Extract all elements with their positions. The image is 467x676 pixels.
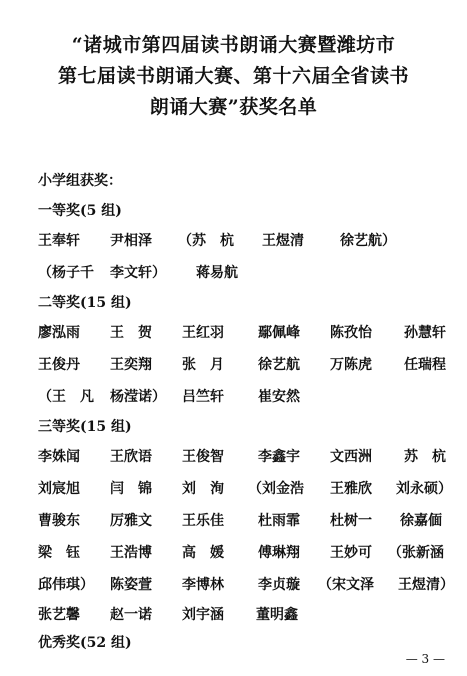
winner-name: 王奕翔 xyxy=(110,357,152,373)
winner-name: 刘 洵 xyxy=(182,481,224,497)
third-prize-row xyxy=(38,510,458,530)
winner-name: 王红羽 xyxy=(182,325,224,341)
winner-name: 苏 杭 xyxy=(404,449,446,465)
winner-name: 王雅欣 xyxy=(330,481,372,497)
winner-name: 厉雅文 xyxy=(110,513,152,529)
winner-name: 陈姿萱 xyxy=(110,577,152,593)
winner-name: 董明鑫 xyxy=(256,607,298,623)
first-prize-row xyxy=(38,262,458,282)
winner-name: 王奉轩 xyxy=(38,233,80,249)
winner-name: 张艺馨 xyxy=(38,607,80,623)
winner-name: 徐嘉偭 xyxy=(400,513,442,529)
winner-name: 吕竺轩 xyxy=(182,389,224,405)
page-number: — 3 — xyxy=(405,652,445,666)
third-prize-label: 三等奖(15 组) xyxy=(38,419,132,435)
second-prize-row xyxy=(38,322,458,342)
primary-group-heading: 小学组获奖： xyxy=(38,173,122,189)
winner-name: 王煜清 xyxy=(262,233,304,249)
title-line-3: 朗诵大赛”获奖名单 xyxy=(149,96,318,118)
winner-name: 杜树一 xyxy=(330,513,372,529)
third-prize-row xyxy=(38,542,458,562)
winner-name: 闫 锦 xyxy=(110,481,152,497)
winner-name: 徐艺航 xyxy=(258,357,300,373)
title-line-2: 第七届读书朗诵大赛、第十六届全省读书 xyxy=(57,65,409,87)
winner-name: 任瑞程 xyxy=(404,357,446,373)
third-prize-row xyxy=(38,604,458,624)
winner-name: 曹骏东 xyxy=(38,513,80,529)
winner-name: 李贞璇 xyxy=(258,577,300,593)
winner-name: 李文轩） xyxy=(110,265,166,281)
winner-name: 杜雨霏 xyxy=(258,513,300,529)
second-prize-row xyxy=(38,386,458,406)
winner-name: 廖泓雨 xyxy=(38,325,80,341)
winner-name: 王俊智 xyxy=(182,449,224,465)
winner-name: 邱伟琪） xyxy=(38,577,94,593)
winner-name: 王妙可 xyxy=(330,545,372,561)
winner-name: （王 凡 xyxy=(38,389,94,405)
winner-name: （苏 杭 xyxy=(178,233,234,249)
winner-name: 李鑫宇 xyxy=(258,449,300,465)
winner-name: 杨滢诺） xyxy=(110,389,166,405)
winner-name: （刘金浩 xyxy=(248,481,304,497)
winner-name: 蒋易航 xyxy=(196,265,238,281)
winner-name: 王欣语 xyxy=(110,449,152,465)
winner-name: 王俊丹 xyxy=(38,357,80,373)
second-prize-row xyxy=(38,354,458,374)
third-prize-row xyxy=(38,446,458,466)
winner-name: 尹相泽 xyxy=(110,233,152,249)
first-prize-label: 一等奖(5 组) xyxy=(38,203,122,219)
winner-name: 王乐佳 xyxy=(182,513,224,529)
winner-name: 李博林 xyxy=(182,577,224,593)
winner-name: 崔安然 xyxy=(258,389,300,405)
winner-name: 文西洲 xyxy=(330,449,372,465)
title-line-1: “诸城市第四届读书朗诵大赛暨潍坊市 xyxy=(71,34,396,56)
winner-name: （宋文泽 xyxy=(318,577,374,593)
winner-name: 鄢佩峰 xyxy=(258,325,300,341)
winner-name: 李姝闻 xyxy=(38,449,80,465)
winner-name: 傅琳翔 xyxy=(258,545,300,561)
winner-name: 徐艺航） xyxy=(340,233,396,249)
winner-name: 王浩博 xyxy=(110,545,152,561)
winner-name: （杨子千 xyxy=(38,265,94,281)
winner-name: 陈孜怡 xyxy=(330,325,372,341)
winner-name: 刘永硕） xyxy=(396,481,452,497)
excellence-prize-label: 优秀奖(52 组) xyxy=(38,635,132,651)
winner-name: 梁 钰 xyxy=(38,545,80,561)
winner-name: 刘宸旭 xyxy=(38,481,80,497)
winner-name: 王煜清） xyxy=(398,577,454,593)
winner-name: 王 贺 xyxy=(110,325,152,341)
second-prize-label: 二等奖(15 组) xyxy=(38,295,132,311)
first-prize-row xyxy=(38,230,458,250)
winner-name: 赵一诺 xyxy=(110,607,152,623)
winner-name: 孙慧轩 xyxy=(404,325,446,341)
winner-name: 刘宇涵 xyxy=(182,607,224,623)
winner-name: 高 媛 xyxy=(182,545,224,561)
third-prize-row xyxy=(38,574,458,594)
winner-name: 万陈虎 xyxy=(330,357,372,373)
winner-name: （张新涵 xyxy=(388,545,444,561)
third-prize-row xyxy=(38,478,458,498)
winner-name: 张 月 xyxy=(182,357,224,373)
